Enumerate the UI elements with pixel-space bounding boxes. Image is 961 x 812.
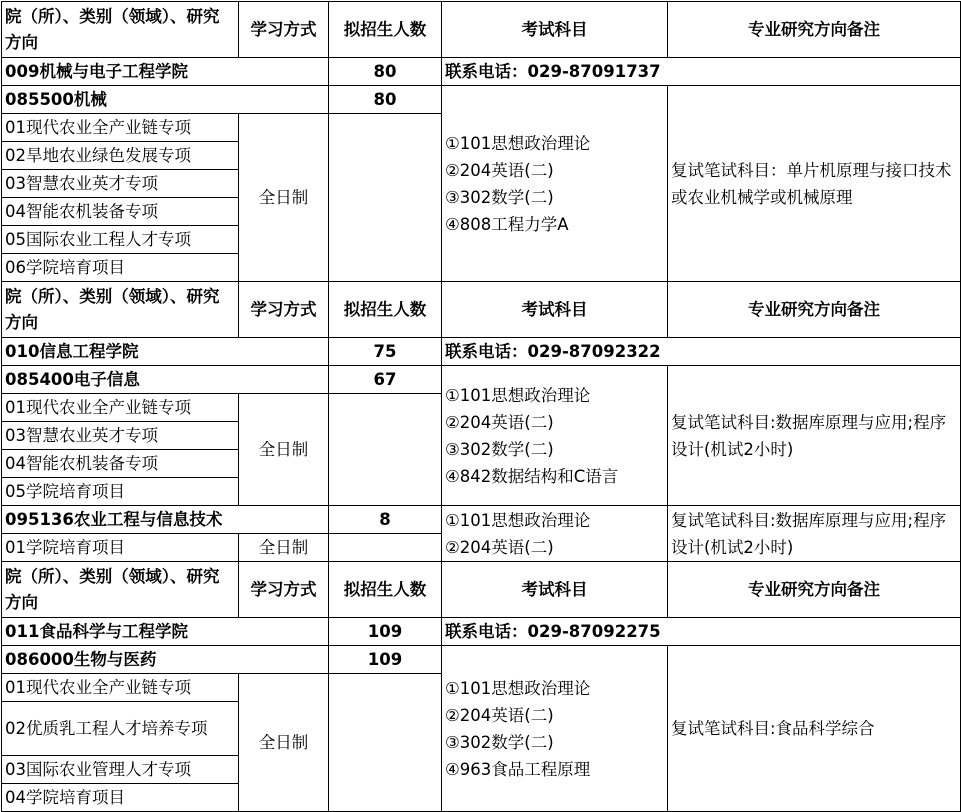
direction-note: 复试笔试科目:食品科学综合 bbox=[668, 646, 961, 812]
header-row bbox=[2, 562, 961, 618]
college-count: 80 bbox=[329, 58, 442, 86]
exam-subjects bbox=[442, 506, 668, 562]
header-notes: 专业研究方向备注 bbox=[668, 2, 961, 58]
subject-item: ④842数据结构和C语言 bbox=[445, 466, 619, 486]
subject-item: ③302数学(二) bbox=[445, 187, 554, 207]
major-name: 085500机械 bbox=[2, 86, 329, 114]
major-count: 80 bbox=[329, 86, 442, 114]
college-count: 109 bbox=[329, 618, 442, 646]
college-phone: 联系电话：029-87092275 bbox=[442, 618, 961, 646]
major-count: 8 bbox=[329, 506, 442, 534]
direction-item: 04智能农机装备专项 bbox=[2, 450, 239, 478]
direction-item: 01现代农业全产业链专项 bbox=[2, 114, 239, 142]
subject-item: ③302数学(二) bbox=[445, 439, 554, 459]
direction-count-empty bbox=[329, 394, 442, 506]
header-count: 拟招生人数 bbox=[329, 562, 442, 618]
direction-item: 01现代农业全产业链专项 bbox=[2, 674, 239, 702]
subject-item: ①101思想政治理论 bbox=[445, 510, 591, 530]
subject-item: ③302数学(二) bbox=[445, 732, 554, 752]
direction-item: 03智慧农业英才专项 bbox=[2, 170, 239, 198]
admissions-table bbox=[1, 1, 961, 812]
header-row bbox=[2, 282, 961, 338]
major-row bbox=[2, 366, 961, 394]
header-subjects: 考试科目 bbox=[442, 282, 668, 338]
direction-item: 05国际农业工程人才专项 bbox=[2, 226, 239, 254]
direction-item: 03智慧农业英才专项 bbox=[2, 422, 239, 450]
subject-item: ②204英语(二) bbox=[445, 160, 554, 180]
header-direction: 院（所）、类别（领域）、研究方向 bbox=[2, 2, 239, 58]
study-mode: 全日制 bbox=[239, 674, 329, 812]
college-count: 75 bbox=[329, 338, 442, 366]
subject-item: ②204英语(二) bbox=[445, 705, 554, 725]
major-count: 67 bbox=[329, 366, 442, 394]
direction-item: 04学院培育项目 bbox=[2, 784, 239, 812]
college-name: 011食品科学与工程学院 bbox=[2, 618, 329, 646]
major-name: 085400电子信息 bbox=[2, 366, 329, 394]
college-row bbox=[2, 618, 961, 646]
header-notes: 专业研究方向备注 bbox=[668, 562, 961, 618]
direction-item: 03国际农业管理人才专项 bbox=[2, 756, 239, 784]
direction-item: 06学院培育项目 bbox=[2, 254, 239, 282]
major-row bbox=[2, 506, 961, 534]
header-subjects: 考试科目 bbox=[442, 562, 668, 618]
subject-item: ②204英语(二) bbox=[445, 537, 554, 557]
major-name: 095136农业工程与信息技术 bbox=[2, 506, 329, 534]
major-row bbox=[2, 86, 961, 114]
direction-item: 01现代农业全产业链专项 bbox=[2, 394, 239, 422]
direction-count-empty bbox=[329, 534, 442, 562]
direction-note: 复试笔试科目:数据库原理与应用;程序设计(机试2小时) bbox=[668, 366, 961, 506]
exam-subjects bbox=[442, 86, 668, 282]
header-direction: 院（所）、类别（领域）、研究方向 bbox=[2, 282, 239, 338]
direction-item: 02旱地农业绿色发展专项 bbox=[2, 142, 239, 170]
subject-item: ①101思想政治理论 bbox=[445, 678, 591, 698]
college-name: 009机械与电子工程学院 bbox=[2, 58, 329, 86]
college-name: 010信息工程学院 bbox=[2, 338, 329, 366]
header-mode: 学习方式 bbox=[239, 282, 329, 338]
subject-item: ④963食品工程原理 bbox=[445, 759, 591, 779]
subject-item: ②204英语(二) bbox=[445, 412, 554, 432]
subject-item: ④808工程力学A bbox=[445, 214, 569, 234]
direction-item: 02优质乳工程人才培养专项 bbox=[2, 702, 239, 756]
direction-note: 复试笔试科目：单片机原理与接口技术或农业机械学或机械原理 bbox=[668, 86, 961, 282]
direction-count-empty bbox=[329, 674, 442, 812]
header-row bbox=[2, 2, 961, 58]
header-notes: 专业研究方向备注 bbox=[668, 282, 961, 338]
subject-item: ①101思想政治理论 bbox=[445, 133, 591, 153]
header-mode: 学习方式 bbox=[239, 2, 329, 58]
direction-count-empty bbox=[329, 114, 442, 282]
header-count: 拟招生人数 bbox=[329, 2, 442, 58]
college-phone: 联系电话：029-87092322 bbox=[442, 338, 961, 366]
direction-note: 复试笔试科目:数据库原理与应用;程序设计(机试2小时) bbox=[668, 506, 961, 562]
study-mode: 全日制 bbox=[239, 534, 329, 562]
header-count: 拟招生人数 bbox=[329, 282, 442, 338]
subject-item: ①101思想政治理论 bbox=[445, 385, 591, 405]
study-mode: 全日制 bbox=[239, 394, 329, 506]
college-row bbox=[2, 338, 961, 366]
direction-item: 01学院培育项目 bbox=[2, 534, 239, 562]
major-count: 109 bbox=[329, 646, 442, 674]
header-direction: 院（所）、类别（领域）、研究方向 bbox=[2, 562, 239, 618]
header-mode: 学习方式 bbox=[239, 562, 329, 618]
direction-item: 05学院培育项目 bbox=[2, 478, 239, 506]
major-row bbox=[2, 646, 961, 674]
major-name: 086000生物与医药 bbox=[2, 646, 329, 674]
exam-subjects bbox=[442, 366, 668, 506]
college-phone: 联系电话：029-87091737 bbox=[442, 58, 961, 86]
exam-subjects bbox=[442, 646, 668, 812]
study-mode: 全日制 bbox=[239, 114, 329, 282]
header-subjects: 考试科目 bbox=[442, 2, 668, 58]
college-row bbox=[2, 58, 961, 86]
direction-item: 04智能农机装备专项 bbox=[2, 198, 239, 226]
